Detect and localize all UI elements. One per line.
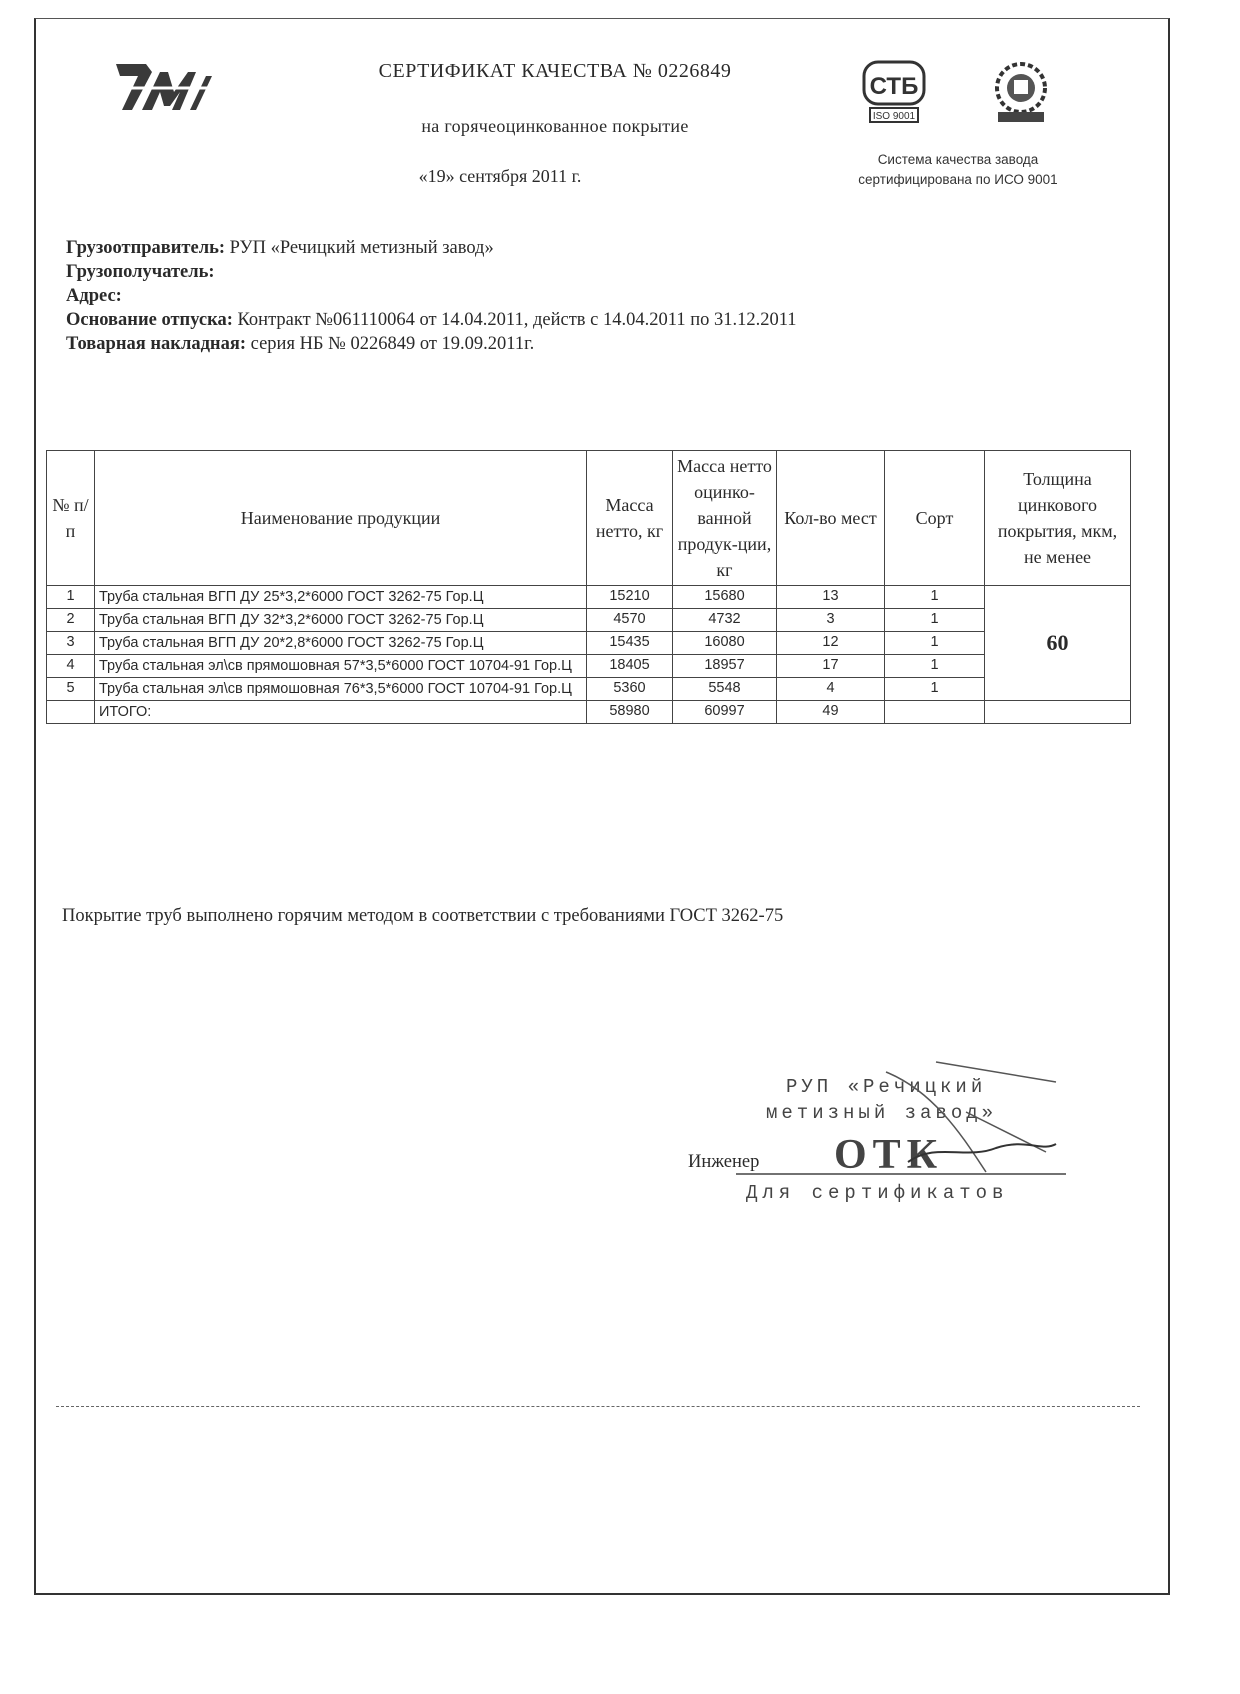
row-no: 3 xyxy=(47,632,95,655)
total-thickness xyxy=(985,701,1131,724)
table-row xyxy=(47,609,1131,632)
certificate-date: «19» сентября 2011 г. xyxy=(418,166,582,186)
bottom-divider xyxy=(56,1406,1140,1407)
shipment-info xyxy=(66,236,1126,356)
header-places: Кол-во мест xyxy=(777,451,885,586)
row-places: 3 xyxy=(777,609,885,632)
total-row xyxy=(47,701,1131,724)
quality-system-note xyxy=(818,150,1098,190)
row-grade: 1 xyxy=(885,678,985,701)
row-no: 5 xyxy=(47,678,95,701)
shipper-row xyxy=(66,236,1126,260)
header-net-mass-galv: Масса нетто оцинко-ванной продук-ции, кг xyxy=(673,451,777,586)
otk-stamp xyxy=(736,1052,1066,1204)
table-row xyxy=(47,678,1131,701)
header-no: № п/п xyxy=(47,451,95,586)
row-grade: 1 xyxy=(885,655,985,678)
row-name: Труба стальная ВГП ДУ 20*2,8*6000 ГОСТ 3262-75 Гор.Ц xyxy=(95,632,587,655)
row-places: 17 xyxy=(777,655,885,678)
row-grade: 1 xyxy=(885,632,985,655)
quality-system-line-2: сертифицирована по ИСО 9001 xyxy=(858,172,1058,187)
table-row xyxy=(47,655,1131,678)
row-net-mass-galv: 4732 xyxy=(673,609,777,632)
shipper-label: Грузоотправитель: xyxy=(66,238,226,258)
row-places: 13 xyxy=(777,586,885,609)
row-no: 4 xyxy=(47,655,95,678)
row-net-mass: 15435 xyxy=(587,632,673,655)
coating-note: Покрытие труб выполнено горячим методом в соответствии с требованиями ГОСТ 3262-75 xyxy=(62,906,784,926)
shipper-value: РУП «Речицкий метизный завод» xyxy=(229,238,494,258)
row-net-mass: 4570 xyxy=(587,609,673,632)
company-logo xyxy=(112,58,214,116)
products-table xyxy=(46,450,1131,724)
row-net-mass-galv: 15680 xyxy=(673,586,777,609)
address-row xyxy=(66,284,1126,308)
header-name: Наименование продукции xyxy=(95,451,587,586)
stamp-line-1: РУП «Речицкий xyxy=(786,1076,987,1098)
row-name: Труба стальная эл\св прямошовная 76*3,5*6000 ГОСТ 10704-91 Гор.Ц xyxy=(95,678,587,701)
quality-system-line-1: Система качества завода xyxy=(877,152,1039,167)
row-net-mass-galv: 16080 xyxy=(673,632,777,655)
certificate-subtitle: на горячеоцинкованное покрытие xyxy=(421,116,689,136)
row-net-mass: 5360 xyxy=(587,678,673,701)
total-label: ИТОГО: xyxy=(95,701,587,724)
header-grade: Сорт xyxy=(885,451,985,586)
stamp-line-2: метизный завод» xyxy=(766,1102,998,1124)
certificate-title: СЕРТИФИКАТ КАЧЕСТВА № 0226849 xyxy=(378,60,732,82)
row-net-mass: 15210 xyxy=(587,586,673,609)
waybill-value: серия НБ № 0226849 от 19.09.2011г. xyxy=(250,334,535,354)
basis-label: Основание отпуска: xyxy=(66,310,233,330)
row-net-mass-galv: 18957 xyxy=(673,655,777,678)
row-places: 4 xyxy=(777,678,885,701)
consignee-label: Грузополучатель: xyxy=(66,262,215,282)
row-net-mass-galv: 5548 xyxy=(673,678,777,701)
waybill-label: Товарная накладная: xyxy=(66,334,247,354)
basis-row xyxy=(66,308,1126,332)
total-net-mass: 58980 xyxy=(587,701,673,724)
total-grade xyxy=(885,701,985,724)
row-name: Труба стальная ВГП ДУ 25*3,2*6000 ГОСТ 3262-75 Гор.Ц xyxy=(95,586,587,609)
total-net-mass-galv: 60997 xyxy=(673,701,777,724)
stb-logo-text: СТБ xyxy=(869,73,919,100)
thickness-value: 60 xyxy=(985,586,1131,701)
quality-mark-logo xyxy=(992,60,1050,126)
row-net-mass: 18405 xyxy=(587,655,673,678)
header-net-mass: Масса нетто, кг xyxy=(587,451,673,586)
row-name: Труба стальная эл\св прямошовная 57*3,5*6000 ГОСТ 10704-91 Гор.Ц xyxy=(95,655,587,678)
total-no xyxy=(47,701,95,724)
table-header-row xyxy=(47,451,1131,586)
engineer-label: Инженер xyxy=(688,1152,760,1172)
iso-logo-text: ISO 9001 xyxy=(872,111,916,122)
row-no: 2 xyxy=(47,609,95,632)
basis-value: Контракт №061110064 от 14.04.2011, действ с 14.04.2011 по 31.12.2011 xyxy=(237,310,797,330)
stamp-center: ОТК xyxy=(834,1132,944,1178)
stamp-line-3: Для сертификатов xyxy=(746,1182,1009,1204)
row-grade: 1 xyxy=(885,586,985,609)
consignee-row xyxy=(66,260,1126,284)
address-label: Адрес: xyxy=(66,286,122,306)
header-thickness: Толщина цинкового покрытия, мкм, не менее xyxy=(985,451,1131,586)
row-name: Труба стальная ВГП ДУ 32*3,2*6000 ГОСТ 3262-75 Гор.Ц xyxy=(95,609,587,632)
table-row xyxy=(47,632,1131,655)
row-no: 1 xyxy=(47,586,95,609)
row-grade: 1 xyxy=(885,609,985,632)
table-row xyxy=(47,586,1131,609)
waybill-row xyxy=(66,332,1126,356)
stb-iso-logo xyxy=(856,58,932,128)
row-places: 12 xyxy=(777,632,885,655)
total-places: 49 xyxy=(777,701,885,724)
